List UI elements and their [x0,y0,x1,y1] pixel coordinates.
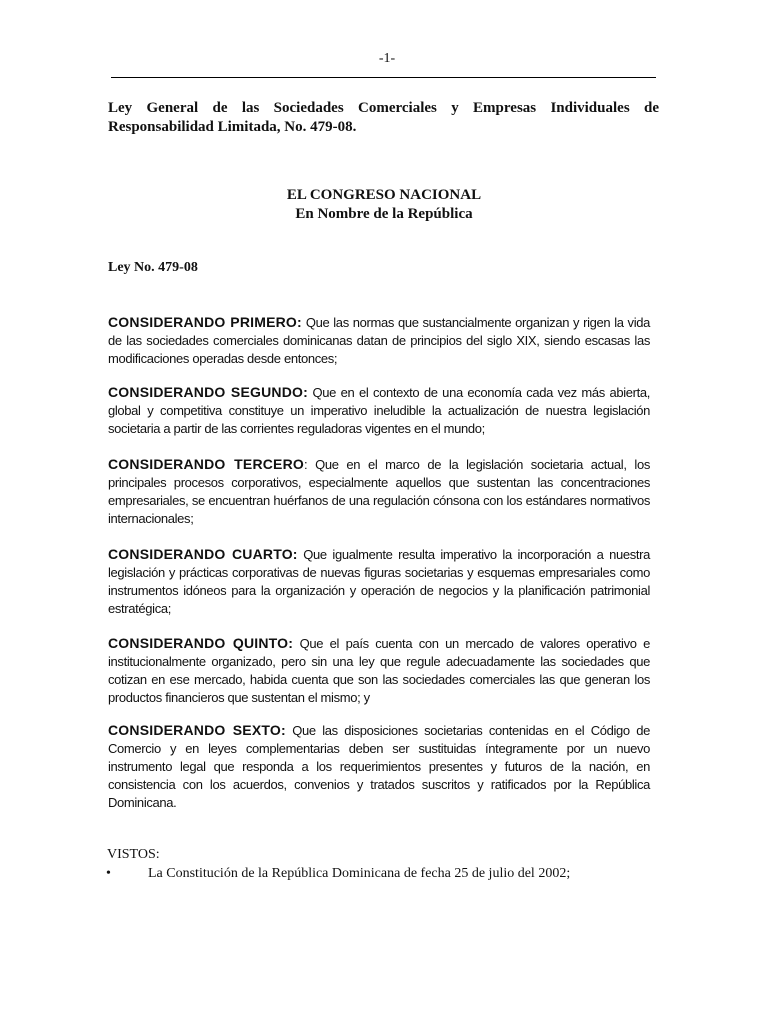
considerando-sexto [108,721,650,812]
vistos-label: VISTOS: [107,847,160,862]
considerando-quinto [108,634,650,707]
considerando-label: CONSIDERANDO PRIMERO: [108,314,302,330]
page-number: -1- [378,51,396,66]
considerando-text: Que en el contexto de una economía cada vez más abierta, global y competitiva constituye un imperativo ineludible la actualización de nuestra legislación societaria a partir de las corrientes reguladoras vigentes en el mundo; [108,385,651,436]
considerando-text: Que las disposiciones societarias contenidas en el Código de Comercio y en leyes complementarias deben ser sustituidas íntegramente por un nuevo instrumento legal que responda a los requerimientos presentes y futuros de la nación, en consistencia con los acuerdos, convenios y tratados suscritos y ratificados por la República Dominicana. [108,723,650,810]
law-number: Ley No. 479-08 [108,260,198,275]
vistos-item-text: La Constitución de la República Dominicana de fecha 25 de julio del 2002; [148,866,571,881]
considerando-text: Que el país cuenta con un mercado de valores operativo e institucionalmente organizado, pero sin una ley que regule adecuadamente las sociedades que cotizan en ese mercado, habida cuenta que son las sociedades comerciales las que generan los productos financieros que sustentan el mismo; y [108,636,650,705]
header-rule [111,77,656,78]
considerando-text: Que igualmente resulta imperativo la incorporación a nuestra legislación y prácticas corporativas de nuevas figuras societarias y esquemas empresariales como instrumentos idóneos para la organización y operación de negocios y la planificación patrimonial estratégica; [108,547,650,616]
considerando-text: Que las normas que sustancialmente organizan y rigen la vida de las sociedades comerciales dominicanas datan de principios del siglo XIX, siendo escasas las modificaciones operadas desde entonces; [108,315,650,366]
considerando-label: CONSIDERANDO CUARTO: [108,546,298,562]
considerando-segundo [108,383,650,438]
considerando-label: CONSIDERANDO TERCERO [108,456,304,472]
considerando-label: CONSIDERANDO SEGUNDO: [108,384,308,400]
considerando-text: : Que en el marco de la legislación societaria actual, los principales procesos corporativos, especialmente aquellos que sustentan las concentraciones empresariales, se encuentran huérfanos de una regulación cónsona con los estándares normativos internacionales; [108,457,650,526]
considerando-tercero [108,455,650,528]
vistos-item [106,866,570,882]
considerando-label: CONSIDERANDO QUINTO: [108,635,294,651]
considerando-cuarto [108,545,650,618]
bullet-icon: • [106,866,111,881]
heading-nombre: En Nombre de la República [295,206,473,222]
law-title: Ley General de las Sociedades Comerciales y Empresas Individuales de Responsabilidad Limitada, No. 479-08. [108,100,659,135]
heading-congreso: EL CONGRESO NACIONAL [286,187,482,203]
considerando-label: CONSIDERANDO SEXTO: [108,722,286,738]
considerando-primero [108,313,650,368]
